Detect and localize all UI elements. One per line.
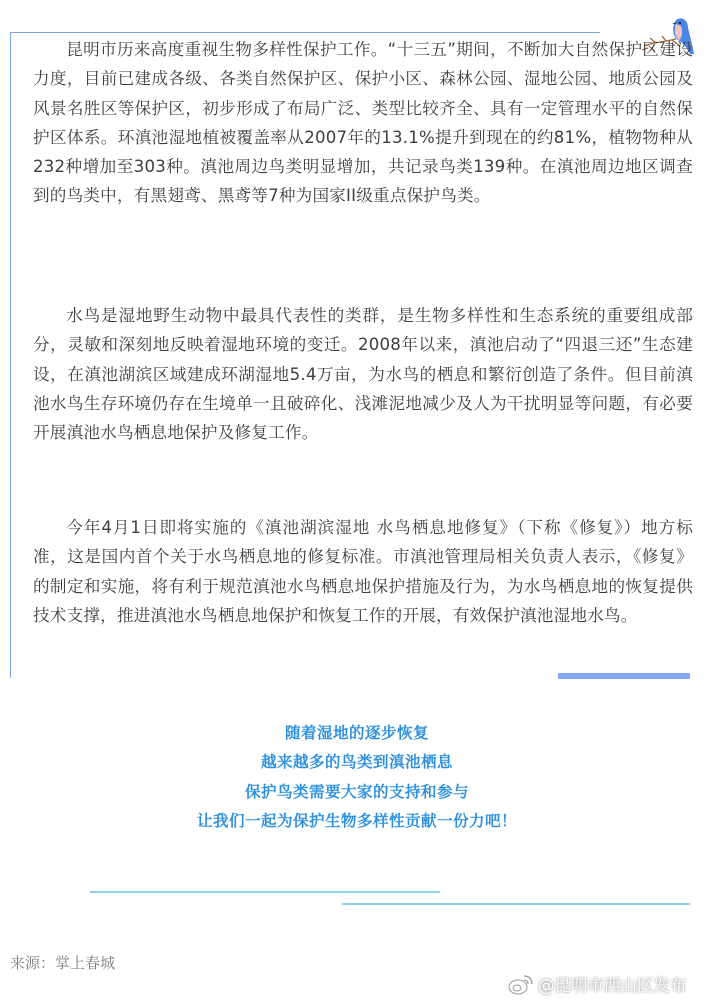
paragraph-waterbird-habitat: 水鸟是湿地野生动物中最具代表性的类群，是生物多样性和生态系统的重要组成部分，灵敏和深刻地反映着湿地环境的变迁。2008年以来，滇池启动了“四退三还”生态建设，在滇池湖滨区域建成环湖湿地5.4万亩，为水鸟的栖息和繁衍创造了条件。但目前滇池水鸟生存环境仍存在生境单一且破碎化、浅滩泥地减少及人为干扰明显等问题，有必要开展滇池水鸟栖息地保护及修复工作。 <box>33 306 693 443</box>
slogan-line: 保护鸟类需要大家的支持和参与 <box>244 782 469 801</box>
frame-top-border <box>10 32 600 33</box>
slogan-line: 让我们一起为保护生物多样性贡献一份力吧！ <box>196 812 517 831</box>
accent-bar <box>558 673 690 679</box>
slogan-line: 随着湿地的逐步恢复 <box>284 724 429 742</box>
paragraph-biodiversity-protection: 昆明市历来高度重视生物多样性保护工作。“十三五”期间，不断加大自然保护区建设力度，目前已建成各级、各类自然保护区、保护小区、森林公园、湿地公园、地质公园及风景名胜区等保护区，初步形成了布局广泛、类型比较齐全、具有一定管理水平的自然保护区体系。环滇池湿地植被覆盖率从2007年的13.1%提升到现在的约81%，植物物种从232种增加至303种。滇池周边鸟类明显增加，共记录鸟类139种。在滇池周边地区调查到的鸟类中，有黑翅鸢、黑鸢等7种为国家II级重点保护鸟类。 <box>33 40 693 206</box>
paragraph-restoration-standard: 今年4月1日即将实施的《滇池湖滨湿地 水鸟栖息地修复》（下称《修复》）地方标准，这是国内首个关于水鸟栖息地的修复标准。市滇池管理局相关负责人表示，《修复》的制定和实施，将有利于规范滇池水鸟栖息地保护措施及行为，为水鸟栖息地的恢复提供技术支撑，推进滇池水鸟栖息地保护和恢复工作的开展，有效保护滇池湿地水鸟。 <box>33 518 693 625</box>
frame-left-border <box>10 32 11 678</box>
divider-upper <box>90 891 440 893</box>
weibo-watermark <box>508 972 687 996</box>
slogan-line: 越来越多的鸟类到滇池栖息 <box>260 753 453 772</box>
divider-lower <box>342 903 690 905</box>
source-credit: 来源：掌上春城 <box>10 954 116 972</box>
watermark-text: @昆明市西山区发布 <box>538 976 687 995</box>
weibo-icon <box>508 972 534 996</box>
slogan-block <box>0 719 714 837</box>
